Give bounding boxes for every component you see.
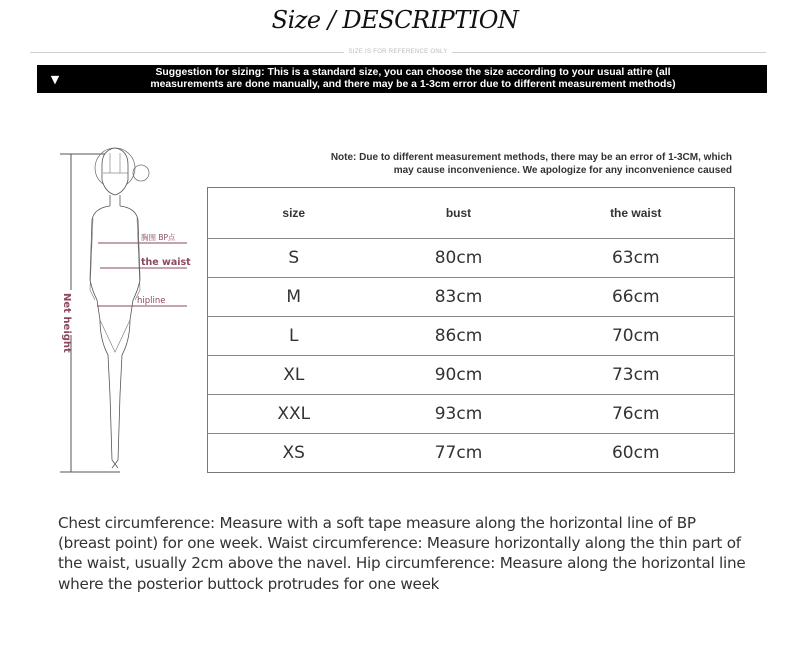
size-cell: S xyxy=(208,239,380,278)
waist-cell: 73cm xyxy=(538,356,735,395)
header-waist: the waist xyxy=(538,188,735,239)
page-title: Size / DESCRIPTION xyxy=(271,6,519,34)
hip-label: hipline xyxy=(137,296,166,306)
body-measurement-figure xyxy=(40,140,210,480)
table-header-row xyxy=(208,188,735,239)
bust-cell: 93cm xyxy=(380,395,538,434)
table-row xyxy=(208,356,735,395)
waist-label: the waist xyxy=(141,257,191,268)
sizing-suggestion-banner xyxy=(37,65,767,93)
size-chart-table xyxy=(207,187,735,473)
table-row xyxy=(208,278,735,317)
banner-line-2: measurements are done manually, and there may be a 1-3cm error due to different measurement methods) xyxy=(150,79,676,90)
size-cell: XXL xyxy=(208,395,380,434)
bust-cell: 83cm xyxy=(380,278,538,317)
divider xyxy=(30,52,344,53)
size-cell: XS xyxy=(282,443,305,463)
bust-cell: 77cm xyxy=(434,443,483,463)
banner-line-1: Suggestion for sizing: This is a standard size, you can choose the size according to your usual attire (all xyxy=(155,67,671,78)
waist-cell: 66cm xyxy=(538,278,735,317)
table-row xyxy=(208,317,735,356)
bust-cell: 80cm xyxy=(380,239,538,278)
size-cell: M xyxy=(208,278,380,317)
waist-cell: 63cm xyxy=(538,239,735,278)
bust-cell: 86cm xyxy=(380,317,538,356)
table-row xyxy=(208,434,735,473)
triangle-down-icon: ▼ xyxy=(50,72,60,86)
header-bust: bust xyxy=(380,188,538,239)
measurement-note xyxy=(232,151,732,177)
height-label: Net height xyxy=(61,293,72,353)
subtitle: SIZE IS FOR REFERENCE ONLY xyxy=(348,49,448,55)
banner-text xyxy=(73,67,767,91)
bust-cell: 90cm xyxy=(380,356,538,395)
waist-cell: 76cm xyxy=(538,395,735,434)
table-row xyxy=(208,239,735,278)
divider xyxy=(452,52,766,53)
bust-label: 胸围 BP点 xyxy=(141,233,176,242)
size-cell: L xyxy=(208,317,380,356)
note-line-1: Note: Due to different measurement methods, there may be an error of 1-3CM, which xyxy=(330,152,732,163)
note-line-2: may cause inconvenience. We apologize for any inconvenience caused xyxy=(393,165,732,176)
subtitle-row xyxy=(30,47,766,57)
waist-cell: 70cm xyxy=(538,317,735,356)
size-cell: XL xyxy=(208,356,380,395)
header-size: size xyxy=(208,188,380,239)
table-row xyxy=(208,395,735,434)
measurement-description: Chest circumference: Measure with a soft tape measure along the horizontal line of BP (breast point) for one week. Waist circumference: Measure horizontally along the thin part of the waist, usually 2cm above the navel. Hip circumference: Measure along the horizontal line where the posterior buttock protrudes for one week xyxy=(58,514,746,593)
waist-cell: 60cm xyxy=(611,443,660,463)
